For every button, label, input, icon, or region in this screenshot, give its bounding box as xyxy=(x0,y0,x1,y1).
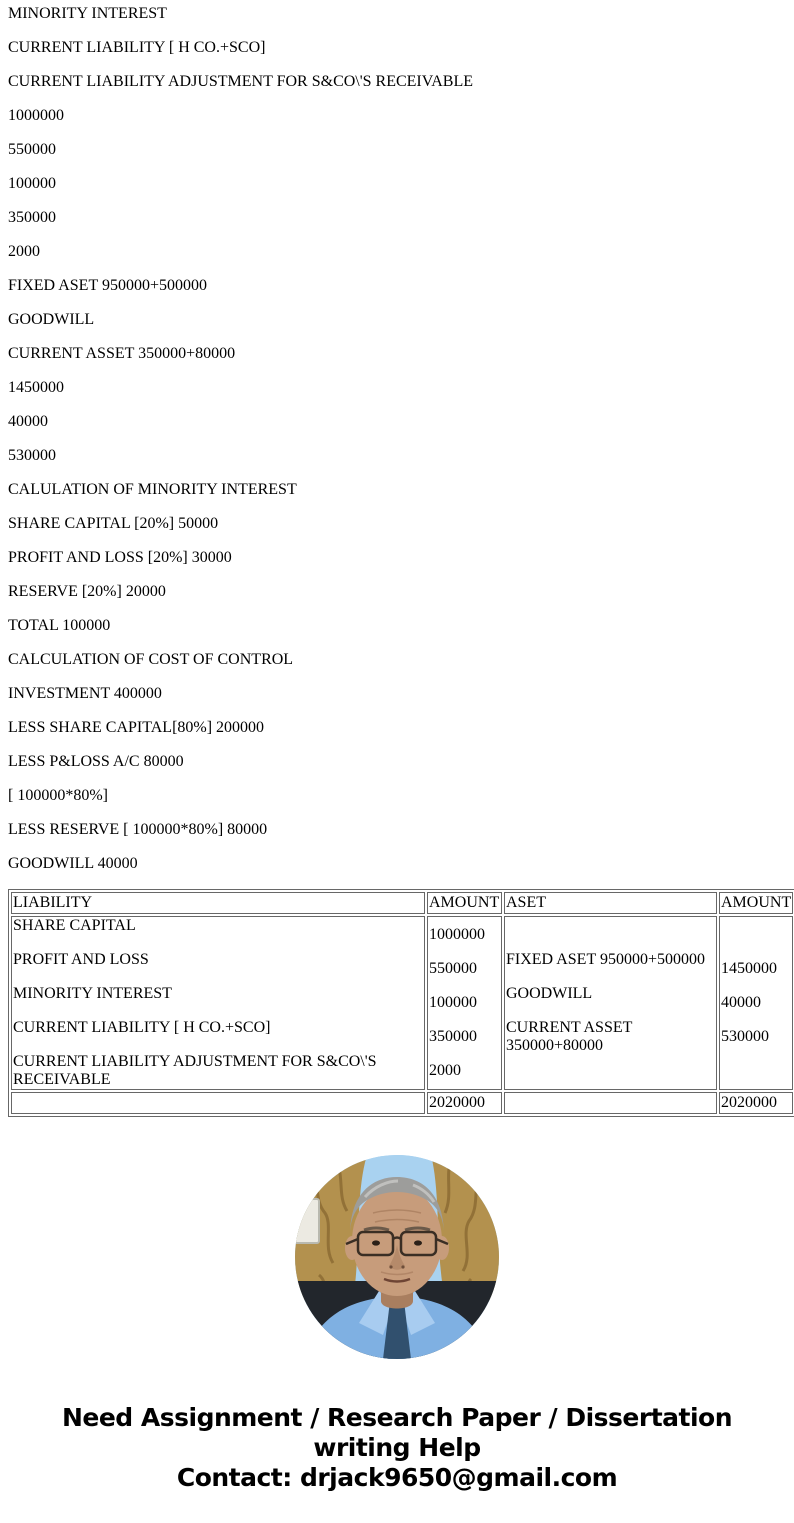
face xyxy=(352,1186,442,1296)
eye-right xyxy=(414,1240,422,1245)
header-liability: LIABILITY xyxy=(11,892,425,914)
paragraph: PROFIT AND LOSS [20%] 30000 xyxy=(8,549,232,566)
table-header-row xyxy=(11,892,793,914)
paragraph: 530000 xyxy=(8,447,56,464)
footer-line: writing Help xyxy=(313,1433,481,1462)
liability-amount: 350000 xyxy=(429,1028,477,1045)
paragraph: 1000000 xyxy=(8,107,64,124)
document-body xyxy=(8,5,786,873)
header-aset-amount: AMOUNT xyxy=(719,892,793,914)
paragraph: INVESTMENT 400000 xyxy=(8,685,162,702)
liability-total-label-cell xyxy=(11,1092,425,1114)
paragraph: CALCULATION OF COST OF CONTROL xyxy=(8,651,294,668)
paragraph: 2000 xyxy=(8,243,40,260)
paragraph: LESS RESERVE [ 100000*80%] 80000 xyxy=(8,821,268,838)
wall-panel xyxy=(295,1199,319,1243)
footer-contact-email: Contact: drjack9650@gmail.com xyxy=(176,1463,618,1492)
footer-line: Need Assignment / Research Paper / Dissertation xyxy=(61,1403,733,1432)
paragraph: RESERVE [20%] 20000 xyxy=(8,583,166,600)
liability-item: PROFIT AND LOSS xyxy=(13,951,149,968)
liability-amount: 1000000 xyxy=(429,926,485,943)
liability-item: SHARE CAPITAL xyxy=(13,917,136,934)
paragraph: 40000 xyxy=(8,413,48,430)
liability-items-cell xyxy=(11,916,425,1090)
paragraph: FIXED ASET 950000+500000 xyxy=(8,277,207,294)
asset-amount: 1450000 xyxy=(721,960,777,977)
paragraph: SHARE CAPITAL [20%] 50000 xyxy=(8,515,219,532)
paragraph: TOTAL 100000 xyxy=(8,617,111,634)
liability-item: CURRENT LIABILITY ADJUSTMENT FOR S&CO\'S RECEIVABLE xyxy=(13,1053,377,1088)
paragraph: 100000 xyxy=(8,175,56,192)
eye-left xyxy=(372,1240,380,1245)
paragraph: [ 100000*80%] xyxy=(8,787,108,804)
balance-sheet-table xyxy=(8,889,794,1117)
paragraph: 1450000 xyxy=(8,379,64,396)
asset-amount: 530000 xyxy=(721,1028,769,1045)
paragraph: LESS SHARE CAPITAL[80%] 200000 xyxy=(8,719,265,736)
liability-amounts-cell xyxy=(427,916,502,1090)
asset-total-label-cell xyxy=(504,1092,717,1114)
liability-amount: 550000 xyxy=(429,960,477,977)
footer-banner xyxy=(8,1403,786,1493)
paragraph: 350000 xyxy=(8,209,56,226)
liability-amount: 2000 xyxy=(429,1062,461,1079)
paragraph: 550000 xyxy=(8,141,56,158)
asset-item: CURRENT ASSET 350000+80000 xyxy=(506,1019,633,1054)
table-total-row xyxy=(11,1092,793,1114)
avatar-row xyxy=(8,1155,786,1359)
asset-item: FIXED ASET 950000+500000 xyxy=(506,951,705,968)
header-aset: ASET xyxy=(504,892,717,914)
paragraph: CALULATION OF MINORITY INTEREST xyxy=(8,481,297,498)
paragraph: CURRENT ASSET 350000+80000 xyxy=(8,345,236,362)
presenter-avatar xyxy=(295,1155,499,1359)
table-body-row xyxy=(11,916,793,1090)
paragraph: GOODWILL xyxy=(8,311,95,328)
asset-item: GOODWILL xyxy=(506,985,593,1002)
person-portrait-illustration xyxy=(295,1155,499,1359)
asset-total-cell: 2020000 xyxy=(719,1092,793,1114)
liability-amount: 100000 xyxy=(429,994,477,1011)
asset-amounts-cell xyxy=(719,916,793,1090)
nostril-right xyxy=(401,1265,404,1268)
asset-amount: 40000 xyxy=(721,994,761,1011)
header-liability-amount: AMOUNT xyxy=(427,892,502,914)
paragraph: CURRENT LIABILITY ADJUSTMENT FOR S&CO\'S RECEIVABLE xyxy=(8,73,473,90)
liability-total-cell: 2020000 xyxy=(427,1092,502,1114)
paragraph: MINORITY INTEREST xyxy=(8,5,167,22)
paragraph: CURRENT LIABILITY [ H CO.+SCO] xyxy=(8,39,266,56)
paragraph: GOODWILL 40000 xyxy=(8,855,138,872)
asset-items-cell xyxy=(504,916,717,1090)
paragraph: LESS P&LOSS A/C 80000 xyxy=(8,753,184,770)
nostril-left xyxy=(389,1265,392,1268)
liability-item: CURRENT LIABILITY [ H CO.+SCO] xyxy=(13,1019,271,1036)
liability-item: MINORITY INTEREST xyxy=(13,985,172,1002)
